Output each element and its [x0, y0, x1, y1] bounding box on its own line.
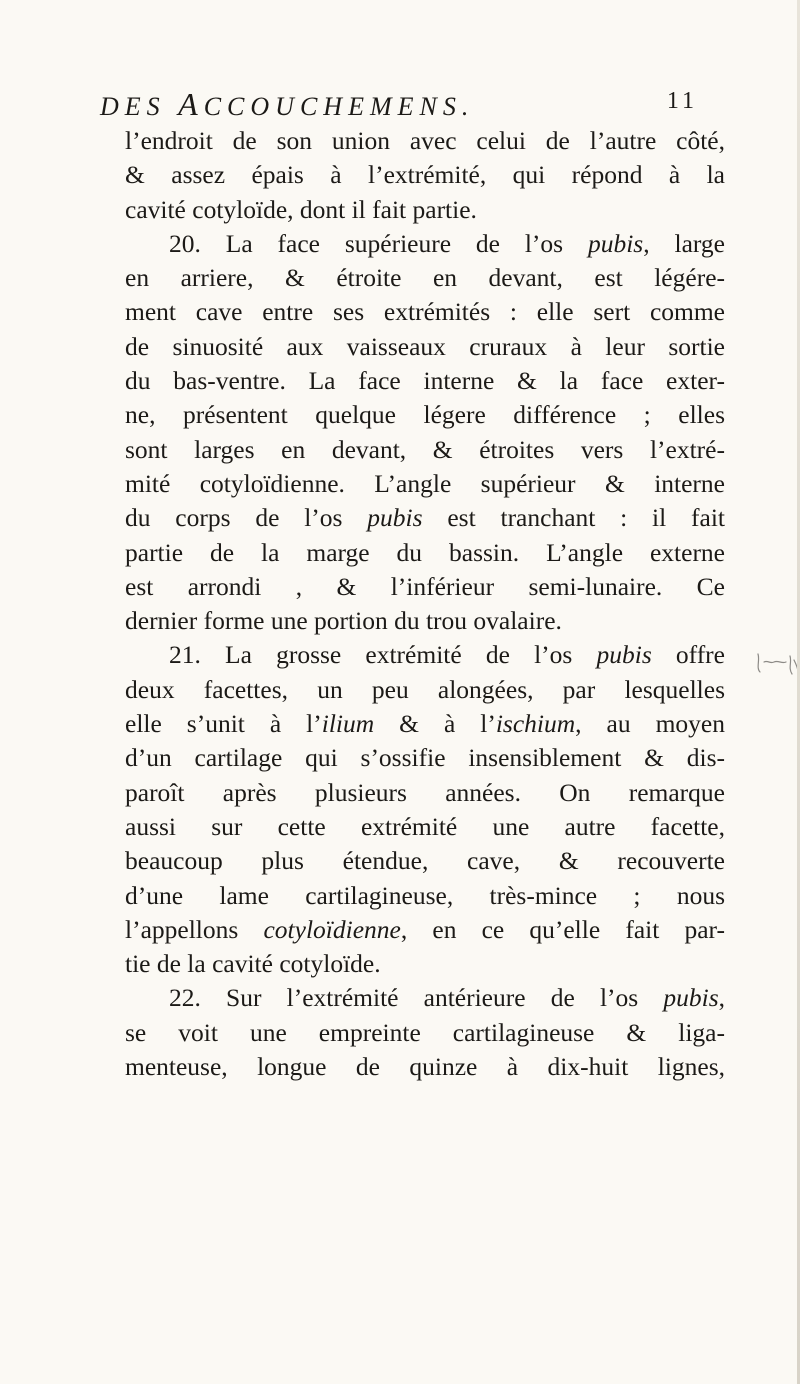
- text-line: [125, 124, 725, 158]
- text-span: , en ce qu’elle fait par-: [400, 914, 725, 944]
- text-span: ne, présentent quelque légere différence ; elles: [125, 400, 725, 430]
- text-line: [125, 707, 725, 741]
- text-line: [125, 536, 725, 570]
- text-span: du corps de l’os: [125, 503, 368, 533]
- text-line: [125, 261, 725, 295]
- running-title-prefix: DES: [100, 92, 179, 121]
- italic-term: pubis: [587, 228, 644, 258]
- text-span: & assez épais à l’extrémité, qui répond à la: [125, 160, 725, 190]
- text-line: [125, 1050, 725, 1084]
- text-line: [125, 879, 725, 913]
- italic-term: pubis: [663, 983, 719, 1013]
- text-span: est arrondi , & l’inférieur semi-lunaire. Ce: [125, 571, 725, 601]
- text-line: [125, 364, 725, 398]
- italic-term: ischium: [495, 709, 576, 739]
- text-line: [125, 398, 725, 432]
- running-title: [100, 86, 474, 123]
- text-span: d’un cartilage qui s’ossifie insensiblement & dis-: [125, 743, 725, 773]
- text-span: de sinuosité aux vaisseaux cruraux à leur sortie: [125, 331, 725, 361]
- text-line: [125, 741, 725, 775]
- text-line: [125, 227, 725, 261]
- text-line: [125, 913, 725, 947]
- text-span: du bas-ventre. La face interne & la face exter-: [125, 366, 725, 396]
- text-line: [125, 570, 725, 604]
- text-line: [125, 433, 725, 467]
- text-span: l’appellons: [125, 914, 264, 944]
- text-span: & à l’: [374, 709, 496, 739]
- text-span: aussi sur cette extrémité une autre facette,: [125, 811, 725, 841]
- text-line: [125, 158, 725, 192]
- text-line: [125, 501, 725, 535]
- text-span: , large: [643, 228, 725, 258]
- text-line: [125, 844, 725, 878]
- text-span: deux facettes, un peu alongées, par lesquelles: [125, 674, 725, 704]
- page-number: 11: [666, 88, 698, 114]
- text-line: [125, 604, 725, 638]
- text-line: [125, 193, 725, 227]
- text-line: [125, 981, 725, 1015]
- text-span: cavité cotyloïde, dont il fait partie.: [125, 194, 477, 224]
- text-span: ,: [718, 983, 725, 1013]
- running-title-initial: A: [178, 86, 204, 122]
- text-span: l’endroit de son union avec celui de l’autre côté,: [125, 126, 725, 155]
- running-title-rest: CCOUCHEMENS.: [203, 92, 475, 121]
- text-span: dernier forme une portion du trou ovalaire.: [125, 606, 562, 636]
- margin-pencil-scribble: [754, 648, 800, 688]
- text-span: d’une lame cartilagineuse, très-mince ; nous: [125, 880, 725, 910]
- text-span: partie de la marge du bassin. L’angle externe: [125, 537, 725, 567]
- text-span: beaucoup plus étendue, cave, & recouverte: [125, 846, 725, 876]
- text-line: [125, 673, 725, 707]
- text-span: sont larges en devant, & étroites vers l’extré-: [125, 434, 725, 464]
- body-text: [125, 124, 725, 1084]
- text-span: paroît après plusieurs années. On remarque: [125, 777, 725, 807]
- text-line: [125, 776, 725, 810]
- text-span: en arriere, & étroite en devant, est légére-: [125, 263, 725, 293]
- text-span: ment cave entre ses extrémités : elle sert comme: [125, 297, 725, 327]
- text-line: [125, 947, 725, 981]
- text-span: menteuse, longue de quinze à dix-huit lignes,: [125, 1052, 725, 1082]
- text-line: [125, 1016, 725, 1050]
- text-line: [125, 810, 725, 844]
- text-span: offre: [651, 640, 725, 670]
- text-span: tie de la cavité cotyloïde.: [125, 949, 381, 979]
- text-span: 20. La face supérieure de l’os: [169, 228, 588, 258]
- text-span: , au moyen: [575, 709, 725, 739]
- running-header: [100, 86, 700, 120]
- text-line: [125, 467, 725, 501]
- text-span: 21. La grosse extrémité de l’os: [169, 640, 597, 670]
- text-span: est tranchant : il fait: [422, 503, 725, 533]
- italic-term: cotyloïdienne: [263, 914, 401, 944]
- text-line: [125, 638, 725, 672]
- italic-term: pubis: [367, 503, 423, 533]
- text-span: mité cotyloïdienne. L’angle supérieur & interne: [125, 468, 725, 498]
- text-span: 22. Sur l’extrémité antérieure de l’os: [169, 983, 664, 1013]
- text-span: elle s’unit à l’: [125, 709, 322, 739]
- text-span: se voit une empreinte cartilagineuse & liga-: [125, 1017, 725, 1047]
- italic-term: ilium: [321, 709, 375, 739]
- text-line: [125, 295, 725, 329]
- text-line: [125, 330, 725, 364]
- italic-term: pubis: [596, 640, 652, 670]
